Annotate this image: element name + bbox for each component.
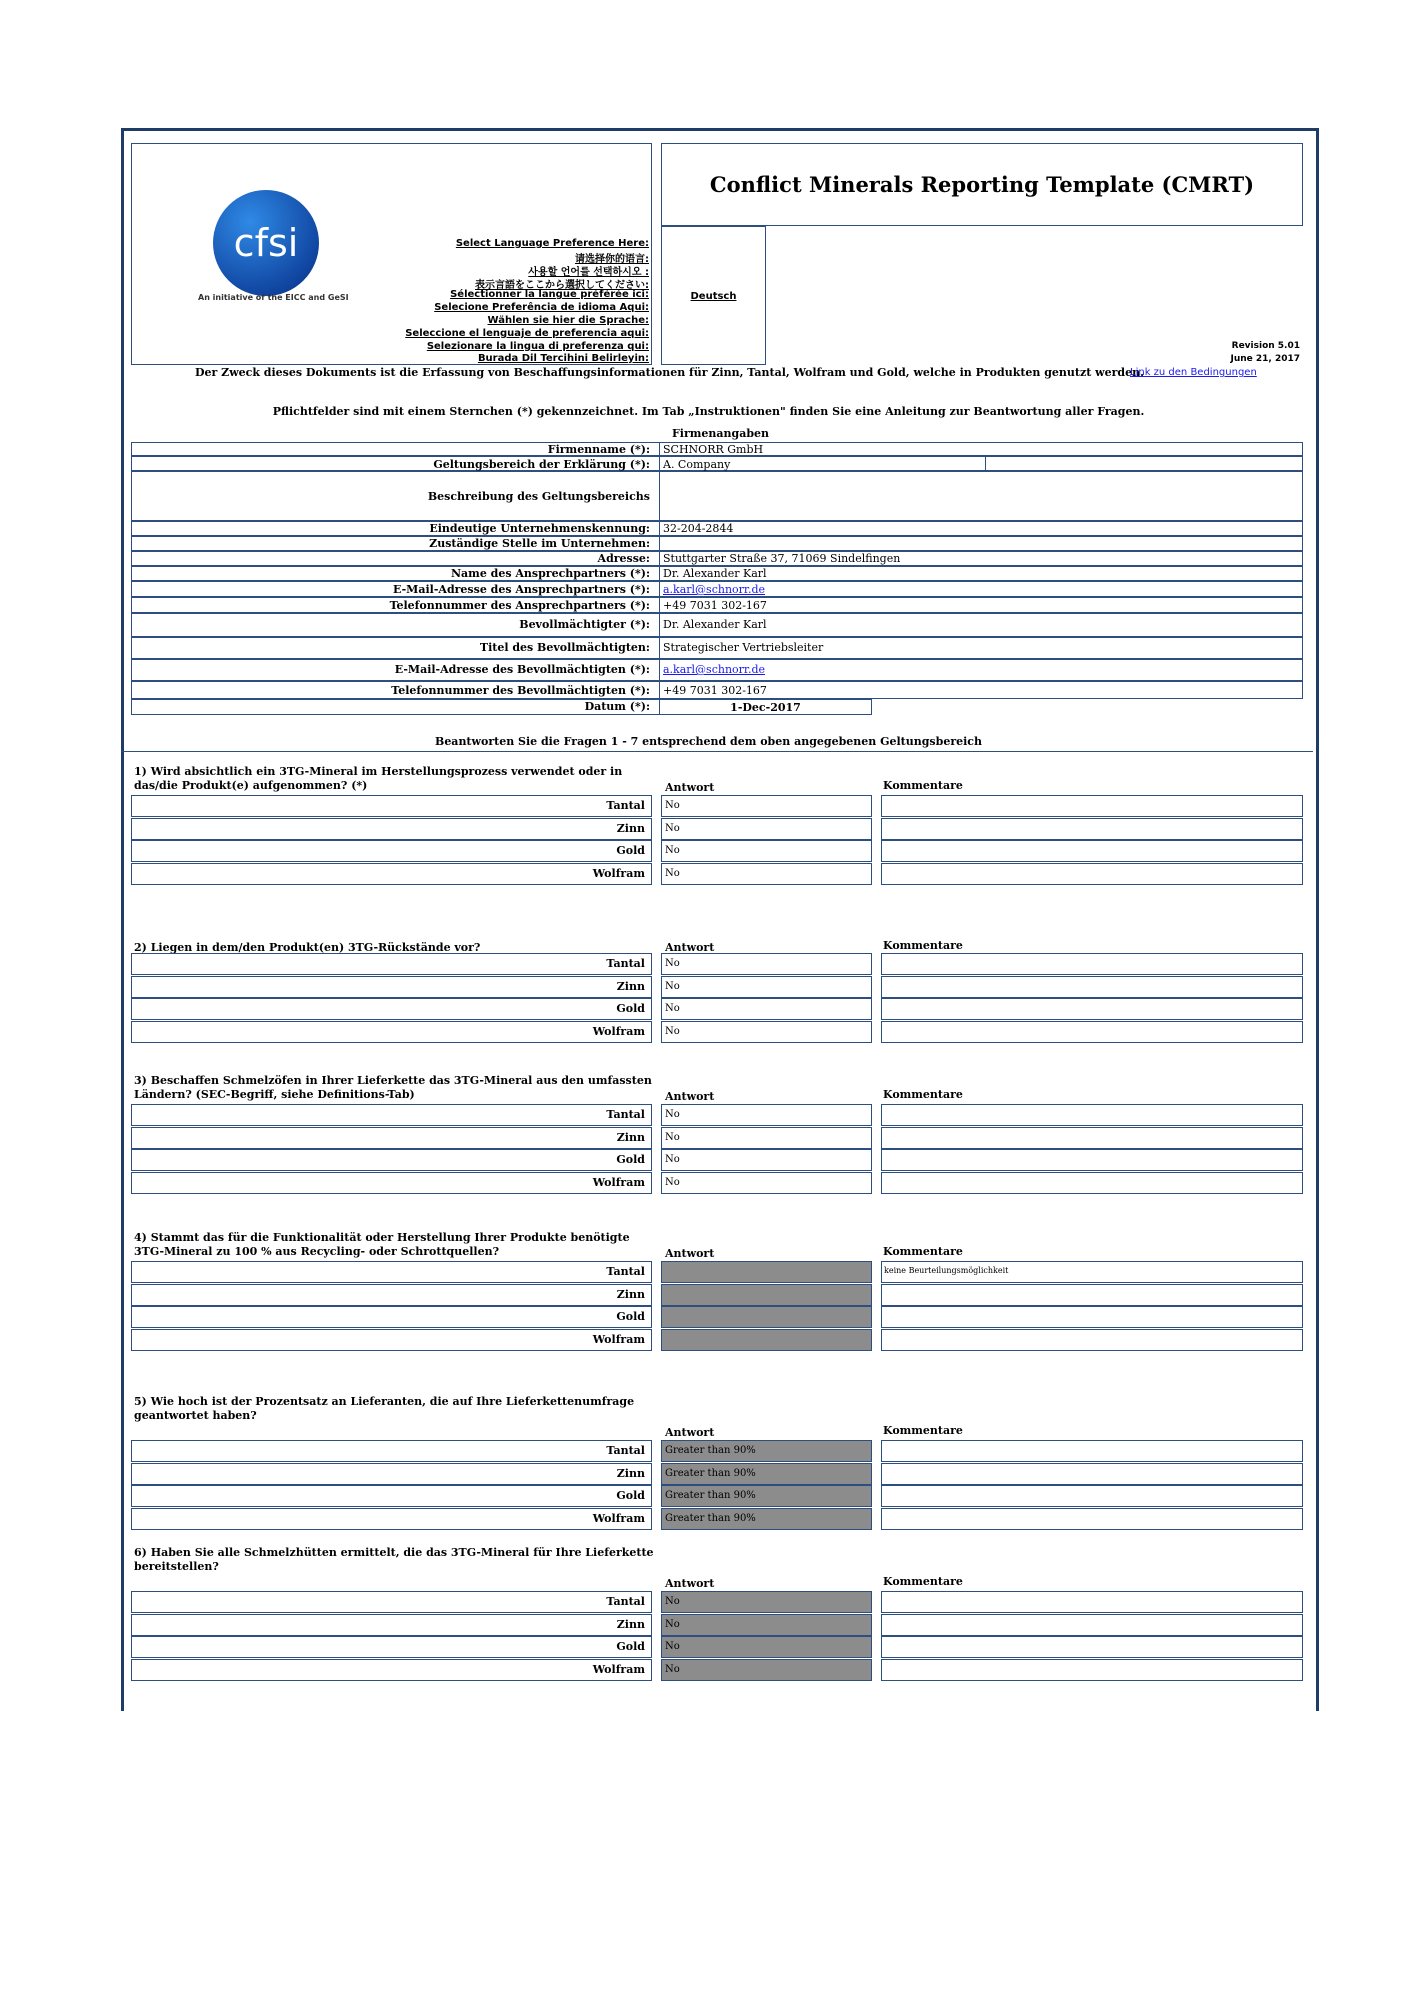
comment-column-header: Kommentare (883, 779, 963, 792)
questions-intro: Beantworten Sie die Fragen 1 - 7 entsprechend dem oben angegebenen Geltungsbereich (435, 735, 982, 748)
mineral-label: Zinn (616, 1130, 645, 1144)
company-id-field[interactable]: 32-204-2844 (663, 522, 734, 535)
comment-field[interactable] (881, 1329, 1303, 1351)
language-prompt: 请选择你的语言: (575, 254, 649, 265)
answer-select[interactable] (661, 1636, 872, 1658)
comment-field[interactable] (881, 1127, 1303, 1149)
comment-field[interactable] (881, 953, 1303, 975)
label-company-name: Firmenname (*): (547, 443, 650, 456)
scope-field[interactable]: A. Company (663, 458, 731, 471)
label-authorizer-title: Titel des Bevollmächtigten: (479, 641, 650, 654)
mineral-label: Tantal (606, 1265, 645, 1278)
comment-field[interactable] (881, 1149, 1303, 1171)
comment-column-header: Kommentare (883, 1424, 963, 1437)
purpose-text: Der Zweck dieses Dokuments ist die Erfassung von Beschaffungsinformationen für Zinn, Tantal, Wolfram und Gold, welche in Produkten genutzt werden. (195, 366, 1144, 379)
comment-field[interactable] (881, 1485, 1303, 1507)
authorizer-title-field[interactable]: Strategischer Vertriebsleiter (663, 641, 824, 654)
comment-field[interactable] (881, 863, 1303, 885)
mineral-label: Tantal (606, 799, 645, 812)
authorizer-email-link[interactable]: a.karl@schnorr.de (663, 663, 766, 676)
answer-select[interactable] (661, 1104, 872, 1126)
mandatory-note: Pflichtfelder sind mit einem Sternchen (*) gekennzeichnet. Im Tab „Instruktionen" finden Sie eine Anleitung zur Beantwortung aller Fragen. (272, 405, 1145, 418)
mineral-label: Zinn (616, 1287, 645, 1301)
mineral-label: Tantal (606, 1595, 645, 1608)
comment-field[interactable] (881, 1284, 1303, 1306)
answer-column-header: Antwort (665, 1247, 715, 1260)
answer-select[interactable] (661, 1261, 872, 1283)
answer-value: No (665, 1663, 680, 1675)
comment-field[interactable] (881, 1104, 1303, 1126)
answer-select[interactable] (661, 818, 872, 840)
answer-column-header: Antwort (665, 1577, 715, 1590)
title-box (661, 143, 1303, 226)
mineral-label: Tantal (606, 1444, 645, 1457)
mineral-label: Tantal (606, 957, 645, 970)
answer-select[interactable] (661, 1127, 872, 1149)
mineral-label: Gold (616, 1640, 645, 1653)
answer-value: No (665, 867, 680, 879)
company-name-field[interactable]: SCHNORR GmbH (663, 443, 764, 456)
page-title: Conflict Minerals Reporting Template (CMRT) (709, 172, 1255, 197)
mineral-label: Wolfram (592, 1024, 645, 1038)
mineral-label: Gold (616, 1489, 645, 1502)
cfsi-logo (211, 188, 321, 298)
date-field[interactable]: 1-Dec-2017 (730, 701, 801, 714)
answer-select[interactable] (661, 1021, 872, 1043)
language-prompt: 表示言語をここから選択してください: (475, 280, 649, 291)
mineral-label: Wolfram (592, 1662, 645, 1676)
label-authorizer-phone: Telefonnummer des Bevollmächtigten (*): (391, 684, 650, 697)
answer-value: Greater than 90% (665, 1445, 756, 1456)
answer-select[interactable] (661, 1329, 872, 1351)
label-contact-name: Name des Ansprechpartners (*): (451, 567, 650, 580)
label-contact-email: E-Mail-Adresse des Ansprechpartners (*): (393, 583, 650, 596)
answer-column-header: Antwort (665, 941, 715, 954)
answer-value: No (665, 1176, 680, 1188)
answer-value: No (665, 822, 680, 834)
comment-field[interactable] (881, 1636, 1303, 1658)
comment-field[interactable] (881, 795, 1303, 817)
label-scope: Geltungsbereich der Erklärung (*): (433, 458, 650, 471)
authorizer-field[interactable]: Dr. Alexander Karl (663, 618, 767, 631)
answer-select[interactable] (661, 998, 872, 1020)
comment-column-header: Kommentare (883, 939, 963, 952)
comment-field[interactable] (881, 840, 1303, 862)
answer-value: No (665, 800, 680, 811)
logo-subtitle: An initiative of the EICC and GeSI (198, 293, 349, 302)
answer-select[interactable] (661, 976, 872, 998)
mineral-label: Gold (616, 1310, 645, 1323)
revision: Revision 5.01 (1231, 341, 1300, 351)
mineral-label: Gold (616, 1153, 645, 1166)
mineral-label: Zinn (616, 1617, 645, 1631)
revision-block (1230, 340, 1300, 366)
contact-name-field[interactable]: Dr. Alexander Karl (663, 567, 767, 580)
language-prompt: Selezionare la lingua di preferenza qui: (426, 341, 649, 352)
mineral-label: Wolfram (592, 866, 645, 880)
comment-field[interactable] (881, 1306, 1303, 1328)
language-prompt: Seleccione el lenguaje de preferencia aqui: (405, 328, 649, 339)
question-text: 4) Stammt das für die Funktionalität oder Herstellung Ihrer Produkte benötigte 3TG-Mineral zu 100 % aus Recycling- oder Schrottquellen? (134, 1231, 630, 1258)
comment-column-header: Kommentare (883, 1575, 963, 1588)
logo-text: cfsi (233, 221, 299, 265)
company-section-title: Firmenangaben (672, 427, 770, 440)
answer-select[interactable] (661, 840, 872, 862)
mineral-label: Zinn (616, 1466, 645, 1480)
label-authorizer-email: E-Mail-Adresse des Bevollmächtigten (*): (394, 663, 650, 676)
comment-field[interactable] (881, 1614, 1303, 1636)
comment-field[interactable] (881, 998, 1303, 1020)
comment-field[interactable] (881, 1659, 1303, 1681)
label-company-id: Eindeutige Unternehmenskennung: (429, 522, 650, 535)
mineral-label: Wolfram (592, 1175, 645, 1189)
comment-column-header: Kommentare (883, 1088, 963, 1101)
answer-select[interactable] (661, 795, 872, 817)
answer-value: No (665, 1154, 680, 1165)
mineral-label: Gold (616, 1002, 645, 1015)
address-field[interactable]: Stuttgarter Straße 37, 71069 Sindelfingen (663, 552, 901, 565)
mineral-label: Tantal (606, 1108, 645, 1121)
answer-value: Greater than 90% (665, 1467, 756, 1479)
authorizer-phone-field[interactable]: +49 7031 302-167 (663, 684, 767, 697)
answer-select[interactable] (661, 1149, 872, 1171)
answer-select[interactable] (661, 1659, 872, 1681)
answer-value: Greater than 90% (665, 1490, 756, 1501)
answer-value: No (665, 958, 680, 969)
comment-field[interactable] (881, 1172, 1303, 1194)
answer-select[interactable] (661, 1284, 872, 1306)
answer-column-header: Antwort (665, 1426, 715, 1439)
question-text: 6) Haben Sie alle Schmelzhütten ermittelt, die das 3TG-Mineral für Ihre Lieferkette bereitstellen? (134, 1546, 654, 1573)
question-text: 1) Wird absichtlich ein 3TG-Mineral im Herstellungsprozess verwendet oder in das/die Produkt(e) aufgenommen? (*) (134, 765, 623, 792)
comment-field[interactable] (881, 1440, 1303, 1462)
comment-field[interactable] (881, 1591, 1303, 1613)
comment-field[interactable] (881, 1021, 1303, 1043)
answer-select[interactable] (661, 953, 872, 975)
question-text: 5) Wie hoch ist der Prozentsatz an Lieferanten, die auf Ihre Lieferkettenumfrage geantwortet haben? (134, 1395, 635, 1422)
mineral-label: Gold (616, 844, 645, 857)
comment-field[interactable] (881, 818, 1303, 840)
label-address: Adresse: (597, 552, 650, 565)
language-prompt: 사용할 언어를 선택하시오 : (528, 267, 649, 278)
answer-value: No (665, 980, 680, 992)
section-divider (121, 751, 1313, 752)
answer-value: No (665, 845, 680, 856)
answer-select[interactable] (661, 1172, 872, 1194)
label-scope-description: Beschreibung des Geltungsbereichs (427, 490, 650, 503)
comment-field[interactable] (881, 1463, 1303, 1485)
language-prompt: Sélectionner la langue préférée ici: (450, 289, 649, 300)
label-authorizer: Bevollmächtigter (*): (519, 618, 650, 631)
label-responsible-unit: Zuständige Stelle im Unternehmen: (429, 537, 650, 550)
language-prompt: Burada Dil Tercihini Belirleyin: (477, 353, 649, 364)
answer-select[interactable] (661, 1306, 872, 1328)
comment-value: keine Beurteilungsmöglichkeit (884, 1266, 1009, 1275)
question-text: 2) Liegen in dem/den Produkt(en) 3TG-Rückstände vor? (134, 941, 481, 954)
comment-column-header: Kommentare (883, 1245, 963, 1258)
answer-value: No (665, 1003, 680, 1014)
language-prompt: Wählen sie hier die Sprache: (487, 315, 649, 326)
answer-value: No (665, 1109, 680, 1120)
mineral-label: Zinn (616, 821, 645, 835)
language-prompt: Select Language Preference Here: (455, 238, 649, 249)
answer-value: No (665, 1131, 680, 1143)
answer-select[interactable] (661, 1591, 872, 1613)
header-logo-box (131, 143, 652, 365)
question-text: 3) Beschaffen Schmelzöfen in Ihrer Lieferkette das 3TG-Mineral aus den umfassten Ländern? (SEC-Begriff, siehe Definitions-Tab) (134, 1074, 652, 1101)
language-value: Deutsch (690, 291, 737, 302)
answer-select[interactable] (661, 863, 872, 885)
comment-field[interactable] (881, 976, 1303, 998)
comment-field[interactable] (881, 1508, 1303, 1530)
answer-column-header: Antwort (665, 781, 715, 794)
answer-value: No (665, 1618, 680, 1630)
answer-value: No (665, 1641, 680, 1652)
revision-date: June 21, 2017 (1230, 354, 1300, 364)
label-contact-phone: Telefonnummer des Ansprechpartners (*): (389, 599, 650, 612)
language-select[interactable] (661, 226, 766, 365)
answer-value: No (665, 1025, 680, 1037)
language-prompt: Selecione Preferência de idioma Aqui: (434, 302, 649, 313)
contact-phone-field[interactable]: +49 7031 302-167 (663, 599, 767, 612)
answer-select[interactable] (661, 1614, 872, 1636)
label-date: Datum (*): (584, 700, 650, 713)
contact-email-link[interactable]: a.karl@schnorr.de (663, 583, 766, 596)
language-prompts (349, 238, 649, 364)
mineral-label: Wolfram (592, 1332, 645, 1346)
mineral-label: Wolfram (592, 1511, 645, 1525)
answer-column-header: Antwort (665, 1090, 715, 1103)
answer-value: No (665, 1596, 680, 1607)
mineral-label: Zinn (616, 979, 645, 993)
answer-value: Greater than 90% (665, 1512, 756, 1524)
terms-link[interactable]: Link zu den Bedingungen (1130, 367, 1257, 378)
